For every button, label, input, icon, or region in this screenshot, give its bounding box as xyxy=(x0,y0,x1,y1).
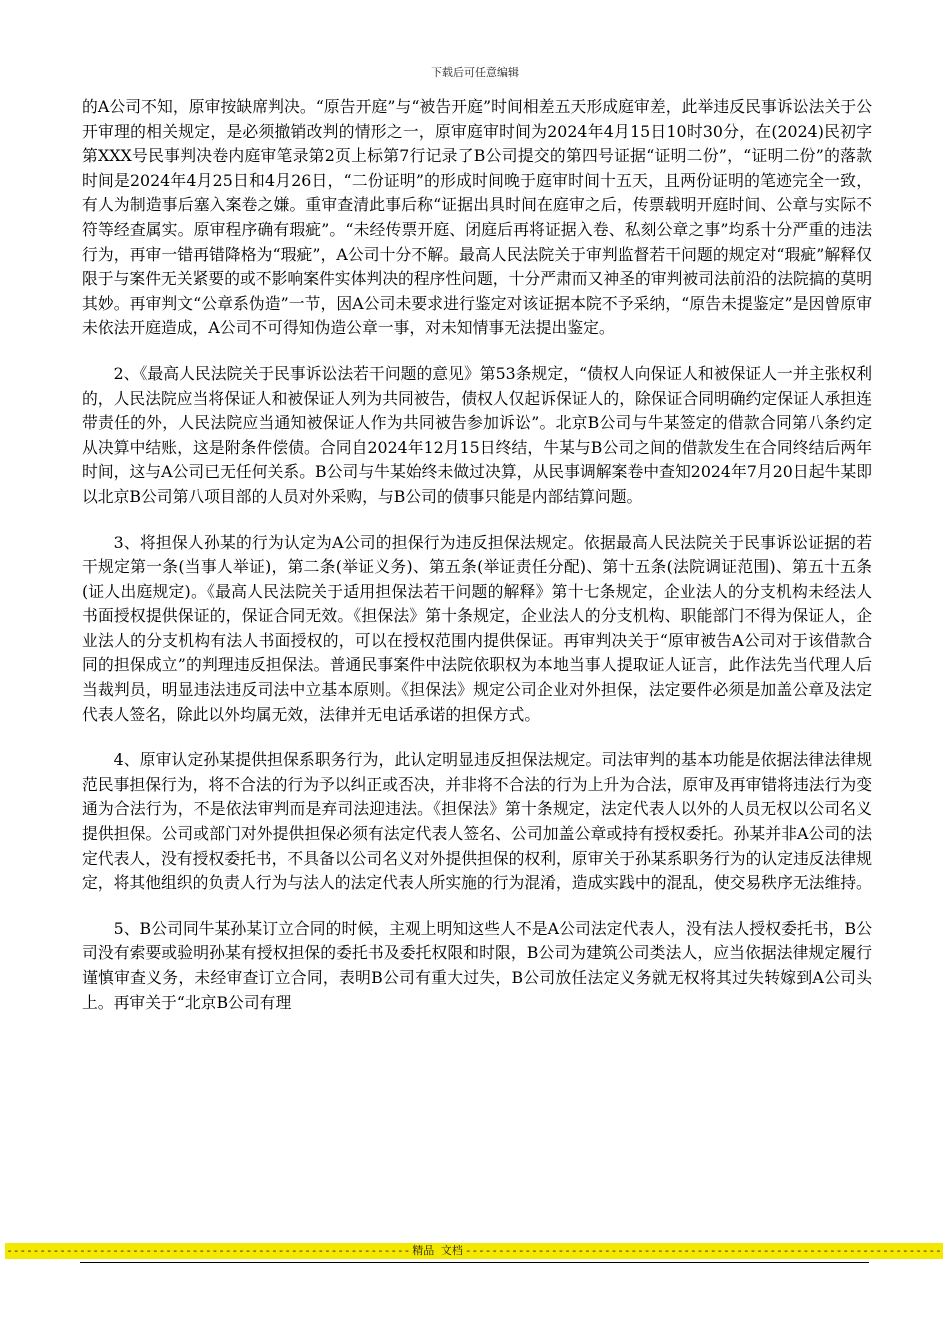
page-footer xyxy=(6,1243,942,1259)
paragraph-5: 5、B公司同牛某孙某订立合同的时候，主观上明知这些人不是A公司法定代表人，没有法人授权委托书，B公司没有索要或验明孙某有授权担保的委托书及委托权限和时限，B公司为建筑公司类法人，应当依据法律规定履行谨慎审查义务，未经审查订立合同，表明B公司有重大过失，B公司放任法定义务就无权将其过失转嫁到A公司头上。再审关于“北京B公司有理 xyxy=(82,918,872,1012)
footer-dashes-right: ------------------------------------------------------------------------ xyxy=(464,1244,942,1257)
document-body xyxy=(82,95,872,1015)
paragraph-3: 3、将担保人孙某的行为认定为A公司的担保行为违反担保法规定。依据最高人民法院关于民事诉讼证据的若干规定第一条(当事人举证)，第二条(举证义务)、第五条(举证责任分配)、第十五条(法院调证范围)、第五十五条(证人出庭规定)。《最高人民法院关于适用担保法若干问题的解释》第十七条规定，企业法人的分支机构未经法人书面授权提供保证的，保证合同无效。《担保法》第十条规定，企业法人的分支机构、职能部门不得为保证人，企业法人的分支机构有法人书面授权的，可以在授权范围内提供保证。再审判决关于“原审被告A公司对于该借款合同的担保成立”的判理违反担保法。普通民事案件中法院依职权为本地当事人提取证人证言，此作法先当代理人后当裁判员，明显违法违反司法中立基本原则。《担保法》规定公司企业对外担保，法定要件必须是加盖公章及法定代表人签名，除此以外均属无效，法律并无电话承诺的担保方式。 xyxy=(82,532,872,724)
paragraph-1: 的A公司不知，原审按缺席判决。“原告开庭”与“被告开庭”时间相差五天形成庭审差，此举违反民事诉讼法关于公开审理的相关规定，是必须撤销改判的情形之一，原审庭审时间为2024年4月15日10时30分，在(2024)民初字第XXX号民事判决卷内庭审笔录第2页上标第7行记录了B公司提交的第四号证据“证明二份”，“证明二份”的落款时间是2024年4月25日和4月26日，“二份证明”的形成时间晚于庭审时间十五天，且两份证明的笔迹完全一致，有人为制造事后塞入案卷之嫌。重审查清此事后称“证据出具时间在庭审之后，传票载明开庭时间、公章与实际不符等经查属实。原审程序确有瑕疵”。“未经传票开庭、闭庭后再将证据入卷、私刻公章之事”均系十分严重的违法行为，再审一错再错降格为“瑕疵”，A公司十分不解。最高人民法院关于审判监督若干问题的规定对“瑕疵”解释仅限于与案件无关紧要的或不影响案件实体判决的程序性问题，十分严肃而又神圣的审判被司法前沿的法院搞的莫明其妙。再审判文“公章系伪造”一节，因A公司未要求进行鉴定对该证据本院不予采纳，“原告未提鉴定”是因曾原审未依法开庭造成，A公司不可得知伪造公章一事，对未知情事无法提出鉴定。 xyxy=(82,97,872,338)
paragraph-4: 4、原审认定孙某提供担保系职务行为，此认定明显违反担保法规定。司法审判的基本功能是依据法律法律规范民事担保行为，将不合法的行为予以纠正或否决，并非将不合法的行为上升为合法，原审及再审错将违法行为变通为合法行为，不是依法审判而是弃司法迎违法。《担保法》第十条规定，法定代表人以外的人员无权以公司名义提供担保。公司或部门对外提供担保必须有法定代表人签名、公司加盖公章或持有授权委托。孙某并非A公司的法定代表人，没有授权委托书，不具备以公司名义对外提供担保的权利，原审关于孙某系职务行为的认定违反法律规定，将其他组织的负责人行为与法人的法定代表人所实施的行为混淆，造成实践中的混乱，使交易秩序无法维持。 xyxy=(82,750,872,893)
paragraph-2: 2、《最高人民法院关于民事诉讼法若干问题的意见》第53条规定，“债权人向保证人和被保证人一并主张权利的，人民法院应当将保证人和被保证人列为共同被告，债权人仅起诉保证人的，除保证合同明确约定保证人承担连带责任的外，人民法院应当通知被保证人作为共同被告参加诉讼”。北京B公司与牛某签定的借款合同第八条约定从决算中结账，这是附条件偿债。合同自2024年12月15日终结，牛某与B公司之间的借款发生在合同终结后两年时间，这与A公司已无任何关系。B公司与牛某始终未做过决算，从民事调解案卷中查知2024年7月20日起牛某即以北京B公司第八项目部的人员对外采购，与B公司的债事只能是内部结算问题。 xyxy=(82,363,872,506)
footer-label: 精品 文档 xyxy=(412,1244,463,1257)
footer-divider xyxy=(80,1262,869,1263)
footer-dashes-left: ------------------------------------------------------------- xyxy=(6,1244,411,1257)
page-header: 下载后可任意编辑 xyxy=(431,66,519,79)
